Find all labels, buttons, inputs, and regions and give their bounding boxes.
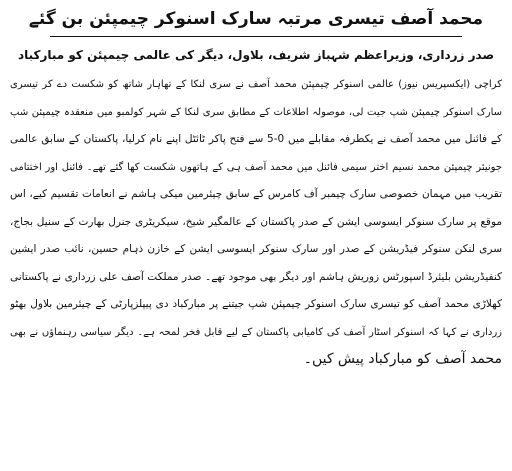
body-line: کے فائنل میں محمد آصف نے یکطرفہ مقابلے میں 0-5 سے فتح پاکر ٹائٹل اپنے نام کرلیا، پاکستان کے سابق عالمی — [10, 133, 502, 145]
body-line: زرداری نے کہا کہ اسنوکر اسٹار آصف کی کامیابی پاکستان کے لیے قابل فخر لمحہ ہے۔ دیگر سیاسی رہنماؤں نے بھی — [10, 326, 502, 338]
subheadline: صدر زرداری، وزیراعظم شہباز شریف، بلاول، دیگر کی عالمی چیمپئن کو مبارکباد — [17, 48, 495, 62]
body-line: تقریب میں مہمان خصوصی سارک چیمبر آف کامرس کے سابق چیئرمین میکی ہاشم نے انعامات تقسیم کیے، اس — [10, 188, 502, 200]
body-line: سری لنکن سنوکر فیڈریشن کے صدر اور سارک سنوکر ایسوسی ایشن کے خازن ذہام حسین، نائب صدر ایشین — [10, 243, 502, 255]
article-body — [10, 71, 502, 374]
headline-divider — [50, 36, 462, 37]
body-line: موقع پر سارک سنوکر ایسوسی ایشن کے صدر پاکستان کے عالمگیر شیخ، سیکریٹری جنرل بھارت کے سنیل بجاج، — [10, 215, 502, 228]
body-line: محمد آصف کو مبارکباد پیش کیں۔ — [303, 351, 502, 367]
body-line: سارک اسنوکر چیمپئن شپ جیت لی، موصولہ اطلاعات کے مطابق سری لنکا کے شہر کولمبو میں منعقدہ چیمپئن شپ — [10, 106, 502, 118]
body-line: کنفیڈریشن بلیئرڈ اسپورٹس زوریش ہاشم اور دیگر بھی موجود تھے۔ صدر مملکت آصف علی زرداری نے پاکستانی — [10, 270, 502, 283]
body-line: کھلاڑی محمد آصف کو تیسری سارک اسنوکر چیمپئن شپ جیتنے پر مبارکباد دی پیپلزپارٹی کے چیئرمین بلاول بھٹو — [10, 298, 502, 310]
body-line: کراچی (ایکسپریس نیوز) عالمی اسنوکر چیمپئن محمد آصف نے سری لنکا کے تھاہار شاتھ کو شکست دے کر تیسری — [10, 79, 502, 90]
headline: محمد آصف تیسری مرتبہ سارک اسنوکر چیمپئن بن گئے — [28, 9, 484, 29]
body-line: جونیئر چیمپئن محمد نسیم اختر سیمی فائنل میں محمد آصف ہی کے ہاتھوں شکست کھا گئے تھے۔ فائنل اور اختتامی — [10, 161, 502, 173]
